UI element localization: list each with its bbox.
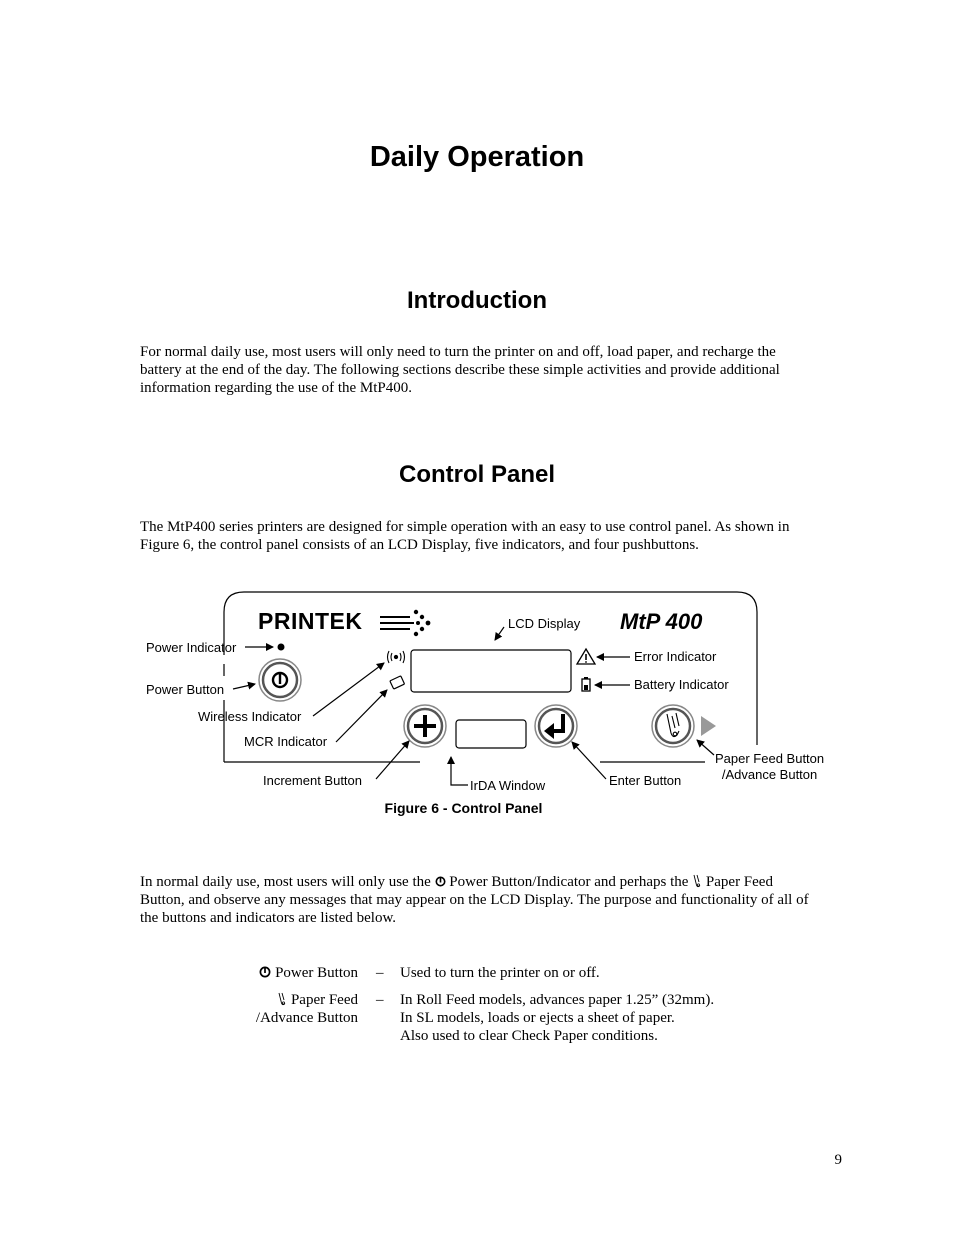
dash: – — [376, 992, 384, 1008]
arrow-paper-feed — [697, 740, 714, 755]
figure-caption: Figure 6 - Control Panel — [384, 800, 543, 816]
arrow-enter — [572, 742, 606, 779]
paragraph-line: Figure 6, the control panel consists of an LCD Display, five indicators, and four pushbuttons. — [140, 537, 699, 553]
label-line: Paper Feed Button — [715, 751, 825, 766]
label-paper-feed-button — [715, 751, 824, 783]
paragraph-line: Button, and observe any messages that may appear on the LCD Display. The purpose and functionality of all of — [140, 892, 809, 908]
button-description — [400, 964, 600, 982]
paper-feed-icon — [277, 992, 287, 1006]
arrow-wireless — [313, 663, 384, 716]
button-name-cell — [200, 964, 358, 982]
label-wireless-indicator: Wireless Indicator — [198, 709, 302, 724]
button-name: Paper Feed — [290, 992, 358, 1008]
button-table — [200, 964, 800, 1051]
power-icon — [435, 876, 446, 887]
description-line: Also used to clear Check Paper conditions. — [400, 1028, 658, 1044]
page-number: 9 — [834, 1152, 842, 1168]
button-name-line — [200, 991, 358, 1009]
paragraph-line: the buttons and indicators are listed below. — [140, 910, 397, 926]
plus-icon — [414, 715, 436, 737]
arrow-irda — [451, 765, 468, 785]
button-name: Power Button — [275, 965, 358, 981]
paragraph-line: For normal daily use, most users will only need to turn the printer on and off, load paper, and recharge the — [140, 344, 776, 360]
printek-logo: PRINTEK — [258, 608, 363, 634]
paper-feed-icon — [692, 874, 702, 888]
paper-feed-icon — [667, 713, 679, 737]
label-enter-button: Enter Button — [609, 773, 682, 788]
label-battery-indicator: Battery Indicator — [634, 677, 729, 692]
paragraph-line: information regarding the use of the MtP400. — [140, 380, 413, 396]
mcr-icon — [390, 676, 405, 689]
power-icon — [259, 966, 271, 978]
lcd-display — [411, 650, 571, 692]
wireless-icon — [388, 651, 405, 663]
label-error-indicator: Error Indicator — [634, 649, 717, 664]
label-mcr-indicator: MCR Indicator — [244, 734, 328, 749]
text-run: Paper Feed — [702, 874, 773, 890]
arrow-lcd — [495, 627, 504, 640]
button-name-line: /Advance Button — [255, 1010, 358, 1026]
arrow-power-button — [233, 684, 255, 689]
irda-window — [456, 720, 526, 748]
paragraph-line — [140, 873, 846, 891]
paragraph-line: The MtP400 series printers are designed for simple operation with an easy to use control panel. As shown in — [140, 519, 790, 535]
label-increment-button: Increment Button — [263, 773, 362, 788]
page-title: Daily Operation — [369, 141, 585, 173]
label-line: /Advance Button — [721, 767, 818, 782]
arrow-mcr — [336, 690, 387, 742]
mtp400-logo: MtP 400 — [620, 609, 703, 634]
battery-icon — [582, 677, 590, 691]
text-run: In normal daily use, most users will only use the — [140, 874, 435, 890]
enter-button-graphic — [535, 705, 577, 747]
enter-arrow-icon — [544, 714, 563, 739]
usage-paragraph — [140, 873, 846, 927]
description-line: In SL models, loads or ejects a sheet of paper. — [400, 1010, 675, 1026]
paper-feed-button-graphic — [652, 705, 694, 747]
label-power-button: Power Button — [146, 682, 225, 697]
error-triangle-icon — [577, 649, 595, 664]
play-triangle-icon — [701, 716, 716, 736]
description-line: In Roll Feed models, advances paper 1.25” (32mm). — [400, 992, 715, 1008]
introduction-heading: Introduction — [407, 287, 547, 314]
power-button-graphic — [259, 659, 301, 701]
label-irda-window: IrDA Window — [470, 778, 546, 793]
increment-button-graphic — [404, 705, 446, 747]
arrow-increment — [376, 741, 409, 779]
table-row — [200, 964, 800, 991]
text-run: Power Button/Indicator and perhaps the — [445, 874, 693, 890]
label-power-indicator: Power Indicator — [146, 640, 237, 655]
paragraph-line: battery at the end of the day. The following sections describe these simple activities and provide additional — [140, 362, 780, 378]
label-lcd-display: LCD Display — [508, 616, 581, 631]
dash: – — [376, 965, 384, 981]
power-indicator-dot — [278, 644, 285, 651]
table-row — [200, 991, 800, 1051]
button-description — [400, 991, 714, 1045]
button-name-cell — [200, 991, 358, 1027]
description-line: Used to turn the printer on or off. — [400, 965, 600, 981]
control-panel-heading: Control Panel — [398, 461, 555, 488]
printek-logo-dots — [380, 610, 430, 636]
